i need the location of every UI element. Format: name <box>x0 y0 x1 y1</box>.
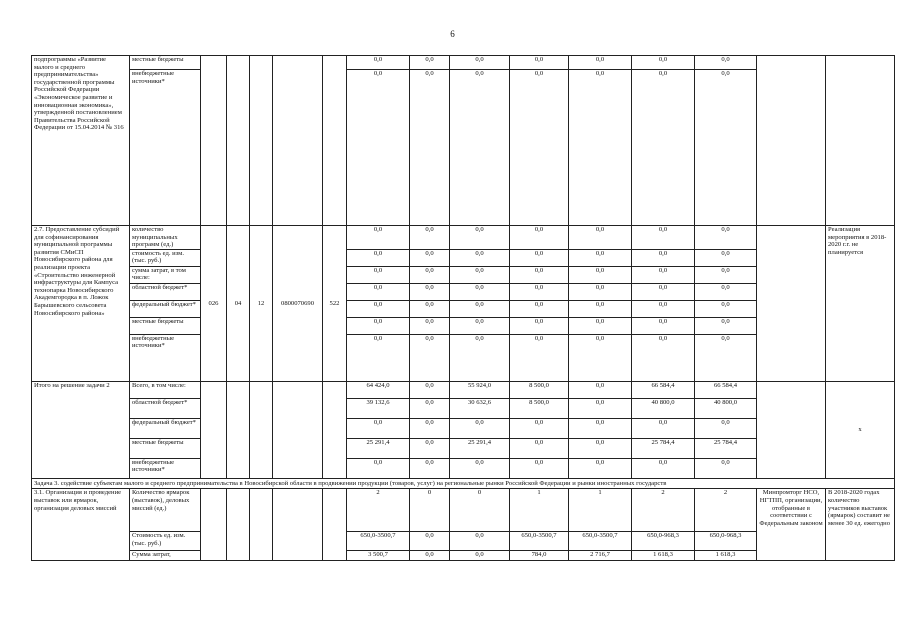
value-cell: 25 291,4 <box>450 438 510 458</box>
value-cell: 0,0 <box>695 283 757 300</box>
value-cell: 650,0-3500,7 <box>510 532 569 551</box>
indicator-label: областной бюджет* <box>130 398 201 418</box>
value-cell: 66 584,4 <box>695 381 757 398</box>
value-cell: 3 500,7 <box>347 551 410 561</box>
value-cell: 0,0 <box>347 56 410 70</box>
value-cell: 0,0 <box>510 300 569 317</box>
value-cell: 1 618,3 <box>632 551 695 561</box>
value-cell: 0,0 <box>450 551 510 561</box>
value-cell: 1 <box>510 489 569 532</box>
value-cell: 0,0 <box>410 317 450 334</box>
indicator-label: внебюджетные источники* <box>130 70 201 226</box>
result-note: x <box>826 381 895 478</box>
value-cell: 0,0 <box>450 418 510 438</box>
value-cell: 0,0 <box>347 249 410 266</box>
value-cell: 0,0 <box>569 458 632 478</box>
value-cell: 0,0 <box>410 418 450 438</box>
value-cell: 0,0 <box>410 70 450 226</box>
value-cell: 650,0-968,3 <box>632 532 695 551</box>
value-cell: 0,0 <box>410 334 450 381</box>
page-number: 6 <box>450 29 455 39</box>
value-cell: 0,0 <box>569 283 632 300</box>
indicator-label: федеральный бюджет* <box>130 300 201 317</box>
value-cell: 0,0 <box>410 438 450 458</box>
value-cell: 0,0 <box>450 249 510 266</box>
budget-table <box>31 55 895 561</box>
value-cell: 0,0 <box>410 551 450 561</box>
code-cell: 522 <box>323 226 347 382</box>
value-cell: 0,0 <box>695 70 757 226</box>
indicator-label: внебюджетные источники* <box>130 458 201 478</box>
value-cell: 0,0 <box>450 266 510 283</box>
value-cell: 0,0 <box>695 226 757 250</box>
value-cell: 0,0 <box>510 458 569 478</box>
value-cell: 650,0-3500,7 <box>569 532 632 551</box>
value-cell: 0,0 <box>410 249 450 266</box>
value-cell: 0,0 <box>695 418 757 438</box>
indicator-label: Стоимость ед. изм. (тыс. руб.) <box>130 532 201 551</box>
value-cell: 2 716,7 <box>569 551 632 561</box>
value-cell: 0,0 <box>450 56 510 70</box>
measure-name: Итого на решение задачи 2 <box>32 381 130 478</box>
indicator-label: Количество ярмарок (выставок), деловых миссий (ед.) <box>130 489 201 532</box>
value-cell: 25 784,4 <box>695 438 757 458</box>
value-cell: 0,0 <box>569 70 632 226</box>
value-cell: 0,0 <box>450 70 510 226</box>
value-cell: 0,0 <box>569 226 632 250</box>
value-cell: 0,0 <box>569 300 632 317</box>
measure-name: 3.1. Организация и проведение выставок или ярмарок, организация деловых миссий <box>32 489 130 561</box>
value-cell: 0,0 <box>410 266 450 283</box>
indicator-label: Всего, в том числе: <box>130 381 201 398</box>
value-cell: 0,0 <box>450 458 510 478</box>
value-cell: 0,0 <box>510 249 569 266</box>
value-cell: 0,0 <box>510 418 569 438</box>
value-cell: 0,0 <box>347 317 410 334</box>
value-cell: 0,0 <box>450 300 510 317</box>
value-cell: 0,0 <box>410 300 450 317</box>
value-cell: 0,0 <box>450 283 510 300</box>
value-cell: 0 <box>410 489 450 532</box>
value-cell: 0 <box>450 489 510 532</box>
value-cell: 0,0 <box>632 226 695 250</box>
value-cell: 0,0 <box>410 226 450 250</box>
value-cell: 0,0 <box>632 249 695 266</box>
value-cell: 0,0 <box>632 56 695 70</box>
value-cell: 1 <box>569 489 632 532</box>
value-cell: 40 800,0 <box>632 398 695 418</box>
value-cell: 0,0 <box>510 226 569 250</box>
value-cell: 0,0 <box>632 266 695 283</box>
value-cell: 0,0 <box>347 266 410 283</box>
value-cell: 0,0 <box>347 334 410 381</box>
value-cell: 0,0 <box>510 56 569 70</box>
task-heading: Задача 3. содействие субъектам малого и среднего предпринимательства в Новосибирской области в продвижении продукции (товаров, услуг) на региональные рынки Российской Федерации и рынки иностранных государств <box>32 478 895 489</box>
value-cell: 0,0 <box>510 283 569 300</box>
indicator-label: внебюджетные источники* <box>130 334 201 381</box>
value-cell: 55 924,0 <box>450 381 510 398</box>
result-note: Реализация мероприятия в 2018-2020 г.г. не планируется <box>826 226 895 382</box>
value-cell: 0,0 <box>347 283 410 300</box>
value-cell: 0,0 <box>347 70 410 226</box>
measure-name: 2.7. Предоставление субсидий для софинансирования муниципальной программы развития СМиСП Новосибирского района для реализации проекта «Строительство инженерной инфраструктуры для Кампуса технопарка Новосибирского Академгородка в п. Ложок Барышевского сельсовета Новосибирского района» <box>32 226 130 382</box>
code-cell: 04 <box>227 226 250 382</box>
value-cell: 39 132,6 <box>347 398 410 418</box>
value-cell: 0,0 <box>450 532 510 551</box>
value-cell: 2 <box>347 489 410 532</box>
value-cell: 0,0 <box>410 458 450 478</box>
value-cell: 0,0 <box>632 458 695 478</box>
value-cell: 0,0 <box>695 266 757 283</box>
value-cell: 0,0 <box>632 70 695 226</box>
indicator-label: местные бюджеты <box>130 438 201 458</box>
value-cell: 0,0 <box>569 381 632 398</box>
value-cell: 0,0 <box>510 317 569 334</box>
indicator-label: федеральный бюджет* <box>130 418 201 438</box>
value-cell: 0,0 <box>569 398 632 418</box>
table-row <box>32 381 895 398</box>
indicator-label: стоимость ед. изм. (тыс. руб.) <box>130 249 201 266</box>
value-cell: 0,0 <box>632 283 695 300</box>
value-cell: 0,0 <box>347 300 410 317</box>
value-cell: 40 800,0 <box>695 398 757 418</box>
indicator-label: сумма затрат, в том числе: <box>130 266 201 283</box>
code-cell: 12 <box>250 226 273 382</box>
value-cell: 0,0 <box>450 317 510 334</box>
value-cell: 25 784,4 <box>632 438 695 458</box>
value-cell: 0,0 <box>510 334 569 381</box>
value-cell: 0,0 <box>632 418 695 438</box>
table-row <box>32 489 895 532</box>
value-cell: 0,0 <box>695 334 757 381</box>
value-cell: 0,0 <box>450 226 510 250</box>
executor-cell: Минпромторг НСО, НГТПП, организации, отобранные в соответствии с Федеральным законом <box>757 489 826 561</box>
value-cell: 0,0 <box>510 438 569 458</box>
value-cell: 0,0 <box>632 317 695 334</box>
table-row <box>32 478 895 489</box>
value-cell: 0,0 <box>632 300 695 317</box>
code-cell: 026 <box>201 226 227 382</box>
value-cell: 2 <box>632 489 695 532</box>
value-cell: 64 424,0 <box>347 381 410 398</box>
value-cell: 650,0-3500,7 <box>347 532 410 551</box>
value-cell: 25 291,4 <box>347 438 410 458</box>
value-cell: 1 618,3 <box>695 551 757 561</box>
value-cell: 0,0 <box>695 317 757 334</box>
value-cell: 650,0-968,3 <box>695 532 757 551</box>
value-cell: 2 <box>695 489 757 532</box>
value-cell: 30 632,6 <box>450 398 510 418</box>
value-cell: 66 584,4 <box>632 381 695 398</box>
value-cell: 8 500,0 <box>510 398 569 418</box>
value-cell: 0,0 <box>569 418 632 438</box>
value-cell: 0,0 <box>510 266 569 283</box>
value-cell: 0,0 <box>347 226 410 250</box>
table-row <box>32 56 895 70</box>
value-cell: 8 500,0 <box>510 381 569 398</box>
value-cell: 0,0 <box>569 249 632 266</box>
value-cell: 0,0 <box>410 56 450 70</box>
indicator-label: местные бюджеты <box>130 56 201 70</box>
value-cell: 784,0 <box>510 551 569 561</box>
value-cell: 0,0 <box>347 458 410 478</box>
code-cell: 0800070690 <box>273 226 323 382</box>
indicator-label: количество муниципальных программ (ед.) <box>130 226 201 250</box>
value-cell: 0,0 <box>410 381 450 398</box>
value-cell: 0,0 <box>410 532 450 551</box>
value-cell: 0,0 <box>569 317 632 334</box>
value-cell: 0,0 <box>347 418 410 438</box>
table-row <box>32 226 895 250</box>
value-cell: 0,0 <box>569 334 632 381</box>
value-cell: 0,0 <box>695 458 757 478</box>
value-cell: 0,0 <box>695 56 757 70</box>
value-cell: 0,0 <box>569 266 632 283</box>
indicator-label: Сумма затрат, <box>130 551 201 561</box>
value-cell: 0,0 <box>510 70 569 226</box>
result-note: В 2018-2020 годах количество участников выставок (ярмарок) составит не менее 30 ед. ежегодно <box>826 489 895 561</box>
value-cell: 0,0 <box>569 56 632 70</box>
value-cell: 0,0 <box>695 249 757 266</box>
value-cell: 0,0 <box>695 300 757 317</box>
value-cell: 0,0 <box>410 283 450 300</box>
value-cell: 0,0 <box>632 334 695 381</box>
measure-name: подпрограммы «Развитие малого и среднего предпринимательства» государственной программы Российской Федерации «Экономическое развитие и инновационная экономика», утвержденной постановлением Правительства Российской Федерации от 15.04.2014 № 316 <box>32 56 130 226</box>
indicator-label: областной бюджет* <box>130 283 201 300</box>
value-cell: 0,0 <box>569 438 632 458</box>
value-cell: 0,0 <box>410 398 450 418</box>
indicator-label: местные бюджеты <box>130 317 201 334</box>
value-cell: 0,0 <box>450 334 510 381</box>
